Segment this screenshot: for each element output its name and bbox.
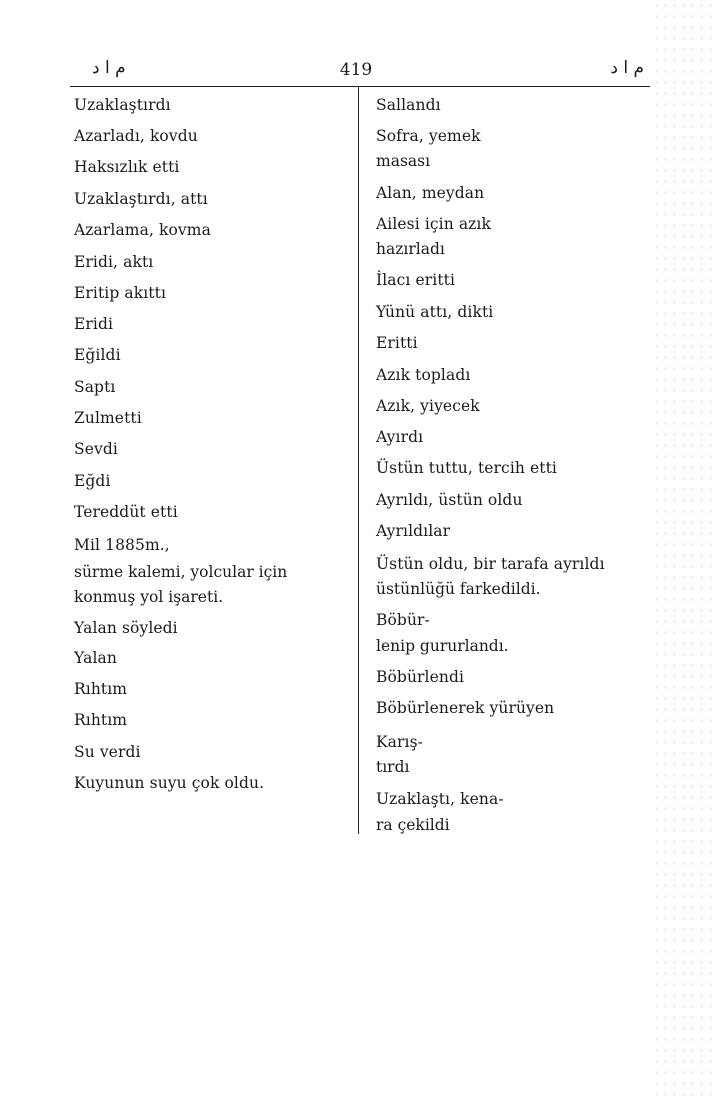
turkish-gloss: Eğdi xyxy=(74,472,111,490)
turkish-gloss: Ayırdı xyxy=(376,428,424,446)
turkish-gloss: Azık topladı xyxy=(376,366,471,384)
gloss-continuation: lenip gururlandı. xyxy=(376,637,509,655)
turkish-gloss: Alan, meydan xyxy=(376,184,485,202)
turkish-gloss: Böbürlendi xyxy=(376,668,465,686)
turkish-gloss: Yünü attı, dikti xyxy=(376,303,494,321)
turkish-gloss: Azık, yiyecek xyxy=(376,397,480,415)
turkish-gloss: Böbürlenerek yürüyen xyxy=(376,699,555,717)
column-divider xyxy=(358,86,359,834)
turkish-gloss: Su verdi xyxy=(74,743,141,761)
gloss-continuation: hazırladı xyxy=(376,240,445,258)
turkish-gloss: Üstün oldu, bir tarafa ayrıldı xyxy=(376,555,605,573)
turkish-gloss: Sevdi xyxy=(74,440,118,458)
turkish-gloss: Saptı xyxy=(74,378,116,396)
gloss-continuation: masası xyxy=(376,152,431,170)
turkish-gloss: Ayrıldı, üstün oldu xyxy=(376,491,523,509)
turkish-gloss: Rıhtım xyxy=(74,711,128,729)
scan-edge-noise xyxy=(652,0,712,1100)
turkish-gloss: Üstün tuttu, tercih etti xyxy=(376,459,557,477)
turkish-gloss: Uzaklaştırdı, attı xyxy=(74,190,208,208)
header-root-left: م ا د xyxy=(92,58,126,78)
turkish-gloss: Eğildi xyxy=(74,346,121,364)
header-rule xyxy=(70,86,650,87)
turkish-gloss: Azarlama, kovma xyxy=(74,221,211,239)
gloss-continuation: ra çekildi xyxy=(376,816,450,834)
turkish-gloss: Rıhtım xyxy=(74,680,128,698)
turkish-gloss: Uzaklaştı, kena- xyxy=(376,790,504,808)
turkish-gloss: Sallandı xyxy=(376,96,441,114)
turkish-gloss: Zulmetti xyxy=(74,409,142,427)
gloss-continuation: konmuş yol işareti. xyxy=(74,588,224,606)
turkish-gloss: Azarladı, kovdu xyxy=(74,127,198,145)
turkish-gloss: Uzaklaştırdı xyxy=(74,96,171,114)
turkish-gloss: Eritip akıttı xyxy=(74,284,167,302)
turkish-gloss: Yalan xyxy=(74,649,117,667)
turkish-gloss: Eritti xyxy=(376,334,418,352)
turkish-gloss: Tereddüt etti xyxy=(74,503,178,521)
turkish-gloss: Eridi xyxy=(74,315,114,333)
turkish-gloss: Karış- xyxy=(376,733,423,751)
page-number: 419 xyxy=(339,60,373,80)
gloss-continuation: üstünlüğü farkedildi. xyxy=(376,580,541,598)
gloss-continuation: sürme kalemi, yolcular için xyxy=(74,563,288,581)
turkish-gloss: Eridi, aktı xyxy=(74,253,154,271)
turkish-gloss: Sofra, yemek xyxy=(376,127,481,145)
turkish-gloss: Haksızlık etti xyxy=(74,158,180,176)
turkish-gloss: İlacı eritti xyxy=(376,271,456,289)
turkish-gloss: Böbür- xyxy=(376,611,430,629)
header-root-right: م ا د xyxy=(610,58,644,78)
turkish-gloss: Ayrıldılar xyxy=(376,522,451,540)
turkish-gloss: Mil 1885m., xyxy=(74,536,170,554)
turkish-gloss: Kuyunun suyu çok oldu. xyxy=(74,774,265,792)
turkish-gloss: Ailesi için azık xyxy=(376,215,491,233)
turkish-gloss: Yalan söyledi xyxy=(74,619,178,637)
gloss-continuation: tırdı xyxy=(376,758,410,776)
